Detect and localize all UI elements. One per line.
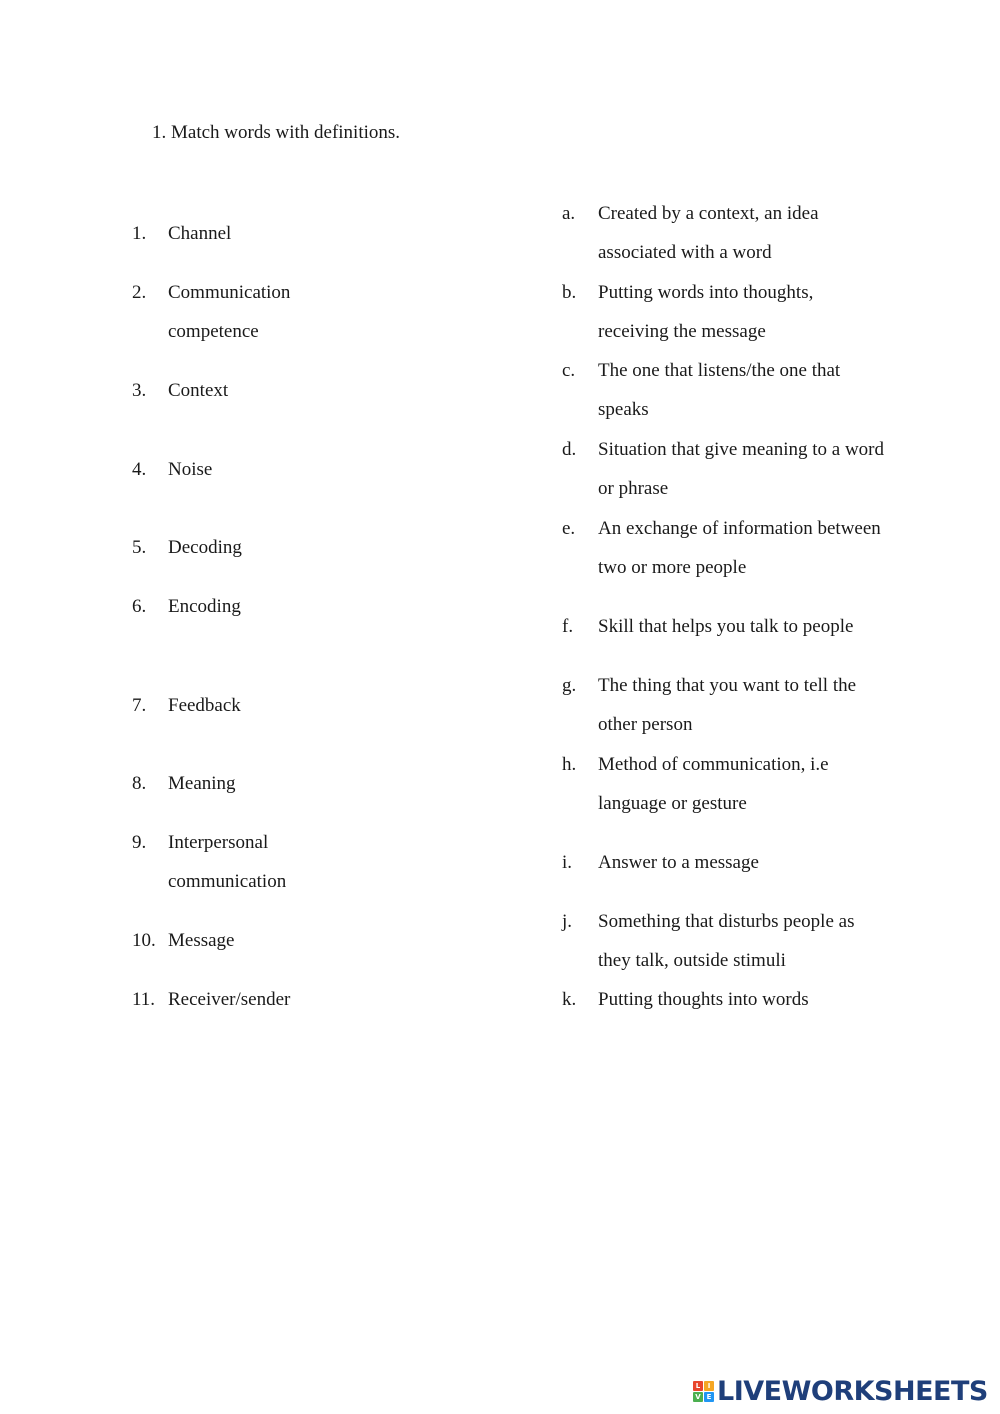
definition-item xyxy=(562,194,888,273)
term-number: 3. xyxy=(132,380,147,401)
term-item xyxy=(132,371,368,410)
term-item xyxy=(132,214,368,253)
term-item xyxy=(132,823,368,902)
term-text: Receiver/sender xyxy=(168,989,291,1010)
definition-letter: j. xyxy=(562,911,573,932)
definition-item xyxy=(562,607,928,646)
definition-text: Situation that give meaning to a word or phrase xyxy=(598,439,885,500)
term-item xyxy=(132,273,368,352)
logo-mark-letter: L xyxy=(693,1381,703,1391)
definition-letter: g. xyxy=(562,675,577,696)
term-item xyxy=(132,450,368,489)
definition-item xyxy=(562,509,888,588)
term-text: Meaning xyxy=(168,773,236,794)
term-number: 8. xyxy=(132,773,147,794)
term-text: Decoding xyxy=(168,537,242,558)
term-number: 4. xyxy=(132,459,147,480)
definition-letter: k. xyxy=(562,989,577,1010)
logo-mark-icon xyxy=(693,1381,714,1402)
term-text: Encoding xyxy=(168,596,241,617)
definition-text: The one that listens/the one that speaks xyxy=(598,360,841,421)
term-text: Channel xyxy=(168,223,232,244)
definition-item xyxy=(562,980,888,1019)
definition-text: Answer to a message xyxy=(598,852,759,873)
logo-mark-letter: E xyxy=(704,1392,714,1402)
definition-letter: e. xyxy=(562,518,576,539)
definition-text: Putting thoughts into words xyxy=(598,989,809,1010)
term-number: 11. xyxy=(132,989,156,1010)
term-number: 5. xyxy=(132,537,147,558)
definition-item xyxy=(562,745,888,824)
liveworksheets-logo xyxy=(693,1374,988,1408)
definition-item xyxy=(562,273,888,352)
definition-letter: b. xyxy=(562,282,577,303)
definition-text: The thing that you want to tell the other person xyxy=(598,675,857,736)
term-text: Interpersonal communication xyxy=(168,832,287,893)
worksheet-title: 1. Match words with definitions. xyxy=(152,122,401,143)
logo-mark-letter: V xyxy=(693,1392,703,1402)
term-item xyxy=(132,686,368,725)
definition-item xyxy=(562,666,888,745)
definition-letter: f. xyxy=(562,616,574,637)
definition-text: Method of communication, i.e language or gesture xyxy=(598,754,829,815)
term-item xyxy=(132,980,368,1019)
definition-text: An exchange of information between two or more people xyxy=(598,518,881,579)
definition-letter: h. xyxy=(562,754,577,775)
term-number: 1. xyxy=(132,223,147,244)
logo-text: LIVEWORKSHEETS xyxy=(717,1375,988,1407)
definition-item xyxy=(562,351,888,430)
definition-text: Created by a context, an idea associated with a word xyxy=(598,203,819,264)
definition-letter: c. xyxy=(562,360,576,381)
definition-item xyxy=(562,843,888,882)
definition-item xyxy=(562,430,888,509)
term-text: Communication competence xyxy=(168,282,291,343)
term-number: 7. xyxy=(132,695,147,716)
term-number: 6. xyxy=(132,596,147,617)
term-item xyxy=(132,528,368,567)
term-number: 10. xyxy=(132,930,156,951)
term-item xyxy=(132,764,368,803)
term-number: 2. xyxy=(132,282,147,303)
definition-item xyxy=(562,902,888,981)
term-number: 9. xyxy=(132,832,147,853)
term-text: Feedback xyxy=(168,695,241,716)
definition-letter: i. xyxy=(562,852,573,873)
definition-letter: d. xyxy=(562,439,577,460)
term-item xyxy=(132,587,368,626)
logo-mark-letter: I xyxy=(704,1381,714,1391)
term-text: Message xyxy=(168,930,235,951)
definition-letter: a. xyxy=(562,203,576,224)
definition-text: Putting words into thoughts, receiving the message xyxy=(598,282,814,343)
term-text: Noise xyxy=(168,459,213,480)
term-text: Context xyxy=(168,380,229,401)
term-item xyxy=(132,921,368,960)
definition-text: Something that disturbs people as they talk, outside stimuli xyxy=(598,911,855,972)
definition-text: Skill that helps you talk to people xyxy=(598,616,854,637)
